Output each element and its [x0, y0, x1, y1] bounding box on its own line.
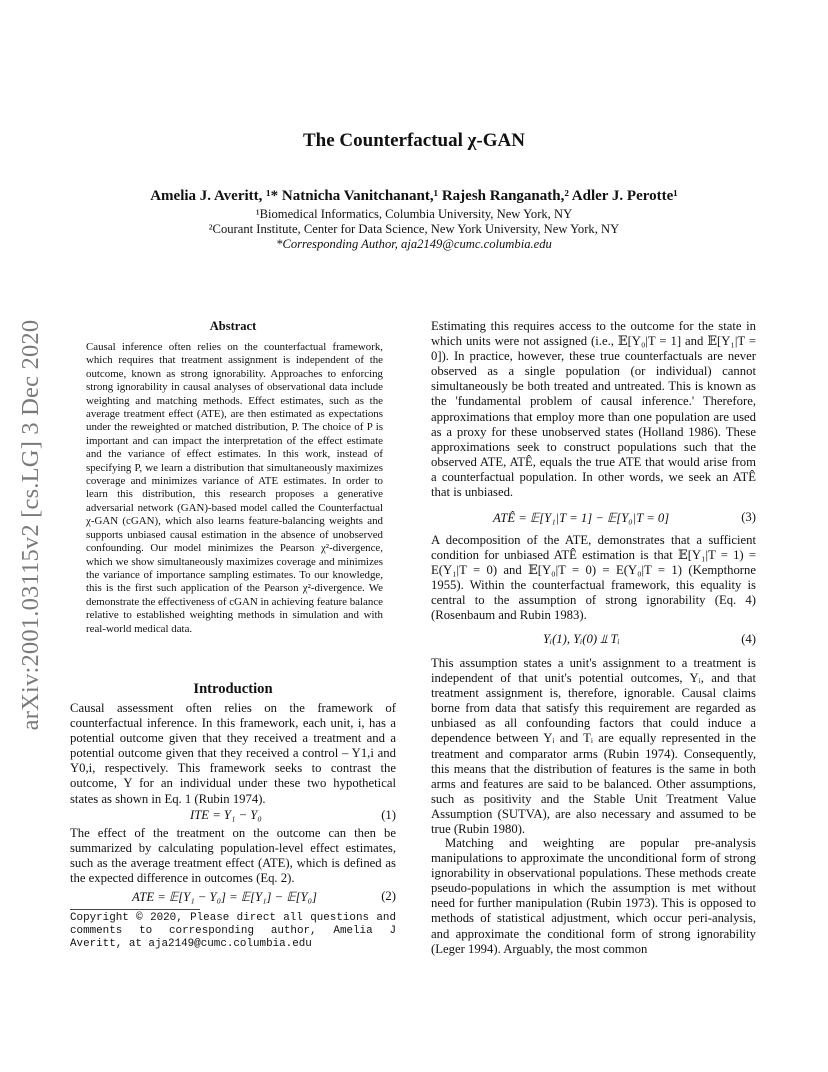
- right-paragraph-4: Matching and weighting are popular pre-analysis manipulations to approximate the unconditional form of strong ignorability in observational populations. These methods create pseudo-populations in which the assumption is met without need for further manipulation (Rubin 1973). This is opposed to methods of statistical adjustment, which occur peri-analysis, and approximate the conditional form of strong ignorability (Leger 1994). Arguably, the most common: [431, 836, 756, 956]
- equation-3-number: (3): [741, 510, 756, 524]
- equation-3: [431, 510, 756, 526]
- equation-3-body: ATÊ = 𝔼[Y₁|T = 1] − 𝔼[Y₀|T = 0]: [493, 511, 670, 525]
- equation-2-body: ATE = 𝔼[Y₁ − Y₀] = 𝔼[Y₁] − 𝔼[Y₀]: [132, 890, 317, 904]
- paper-title: The Counterfactual χ-GAN: [303, 130, 525, 151]
- copyright-footnote: Copyright © 2020, Please direct all questions and comments to corresponding author, Amelia J Averitt, at aja2149@cumc.columbia.edu: [70, 912, 396, 951]
- equation-2-number: (2): [381, 889, 396, 903]
- footnote-divider: [70, 909, 200, 910]
- right-paragraph-3: This assumption states a unit's assignment to a treatment is independent of that unit's potential outcomes, Yᵢ, and that treatment assignment is, therefore, ignorable. Causal claims borne from data that satisfy this requirement are regarded as unbiased as all confounding factors that could induce a dependence between Yᵢ and Tᵢ are equally represented in the treatment and comparator arms (Rubin 1974). Consequently, this means that the distribution of features is the same in both arms and features are said to be balanced. Other assumptions, such as positivity and the Stable Unit Treatment Value Assumption (SUTVA), are also necessary and assumed to be true (Rubin 1980).: [431, 656, 756, 837]
- equation-4: [431, 632, 756, 648]
- corresponding-author: *Corresponding Author, aja2149@cumc.columbia.edu: [276, 237, 552, 251]
- introduction-heading: Introduction: [193, 681, 273, 697]
- equation-4-body: Yᵢ(1), Yᵢ(0) ⫫ Tᵢ: [543, 632, 620, 646]
- equation-1: [70, 808, 396, 824]
- abstract-heading: Abstract: [209, 319, 257, 333]
- right-paragraph-2: A decomposition of the ATE, demonstrates that a sufficient condition for unbiased ATÊ estimation is that 𝔼[Y₁|T = 1) = E(Y₁|T = 0) and 𝔼[Y₀|T = 0) = E(Y₀|T = 1) (Kempthorne 1955). Within the counterfactual framework, this equality is central to the assumption of strong ignorability (Eq. 4) (Rosenbaum and Rubin 1983).: [431, 533, 756, 623]
- arxiv-identifier: arXiv:2001.03115v2 [cs.LG] 3 Dec 2020: [17, 319, 44, 731]
- affiliation-2: ²Courant Institute, Center for Data Science, New York University, New York, NY: [208, 222, 620, 236]
- intro-paragraph-1: Causal assessment often relies on the framework of counterfactual inference. In this framework, each unit, i, has a potential outcome given that they received a treatment and a potential outcome given that they received a control – Y1,i and Y0,i, respectively. This framework seeks to contrast the outcome, Y for an individual under these two hypothetical states as shown in Eq. 1 (Rubin 1974).: [70, 701, 396, 806]
- equation-1-number: (1): [381, 808, 396, 822]
- equation-1-body: ITE = Y₁ − Y₀: [190, 808, 262, 822]
- equation-4-number: (4): [741, 632, 756, 646]
- intro-paragraph-2: The effect of the treatment on the outcome can then be summarized by calculating population-level effect estimates, such as the average treatment effect (ATE), which is defined as the expected difference in outcomes (Eq. 2).: [70, 826, 396, 886]
- right-paragraph-1: Estimating this requires access to the outcome for the state in which units were not assigned (i.e., 𝔼[Y₀|T = 1] and 𝔼[Y₁|T = 0]). In practice, however, these true counterfactuals are never observed as a single population (or individual) cannot simultaneously be both treated and untreated. This is known as the 'fundamental problem of causal inference.' Therefore, approximations that employ more than one population are used as a proxy for these unobserved states (Holland 1986). These approximations seek to construct populations such that the observed ATE, ATÊ, equals the true ATE that would arise from a counterfactual population. In other words, we seek an ATÊ that is unbiased.: [431, 319, 756, 500]
- abstract-body: Causal inference often relies on the counterfactual framework, which requires that treatment assignment is independent of the outcome, known as strong ignorability. Approaches to enforcing strong ignorability in causal analyses of observational data include weighting and matching methods. Effect estimates, such as the average treatment effect (ATE), are then estimated as expectations under the reweighted or matched distribution, P. The choice of P is important and can impact the interpretation of the effect estimate and the variance of effect estimates. In this work, instead of specifying P, we learn a distribution that simultaneously maximizes coverage and minimizes variance of ATE estimates. In order to learn this distribution, this research proposes a generative adversarial network (GAN)-based model called the Counterfactual χ-GAN (cGAN), which also learns feature-balancing weights and supports unbiased causal estimation in the absence of unobserved confounding. Our model minimizes the Pearson χ²-divergence, which we show simultaneously maximizes coverage and minimizes the variance of importance sampling estimates. To our knowledge, this is the first such application of the Pearson χ²-divergence. We demonstrate the effectiveness of cGAN in achieving feature balance relative to established weighting methods in simulation and with real-world medical data.: [86, 341, 383, 635]
- author-list: Amelia J. Averitt, ¹* Natnicha Vanitchanant,¹ Rajesh Ranganath,² Adler J. Perotte¹: [150, 188, 678, 204]
- affiliation-1: ¹Biomedical Informatics, Columbia University, New York, NY: [255, 207, 573, 221]
- equation-2: [70, 889, 396, 905]
